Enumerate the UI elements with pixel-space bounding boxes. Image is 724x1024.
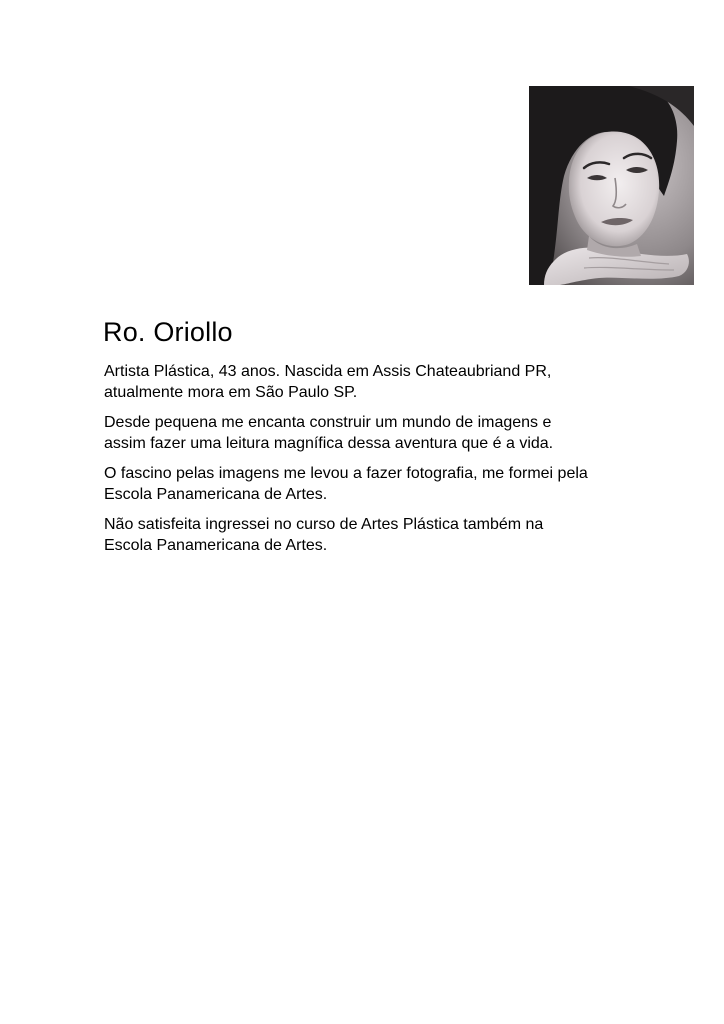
bio-paragraph: O fascino pelas imagens me levou a fazer fotografia, me formei pela Escola Panamericana de Artes.	[104, 465, 588, 503]
biography-text	[104, 362, 664, 566]
bio-paragraph: Artista Plástica, 43 anos. Nascida em Assis Chateaubriand PR, atualmente mora em São Paulo SP.	[104, 363, 552, 401]
bio-paragraph: Não satisfeita ingressei no curso de Artes Plástica também na Escola Panamericana de Artes.	[104, 516, 544, 554]
bio-paragraph: Desde pequena me encanta construir um mundo de imagens e assim fazer uma leitura magnífica dessa aventura que é a vida.	[104, 414, 554, 452]
artist-portrait-photo	[529, 86, 694, 285]
artist-name-heading: Ro. Oriollo	[103, 317, 233, 347]
